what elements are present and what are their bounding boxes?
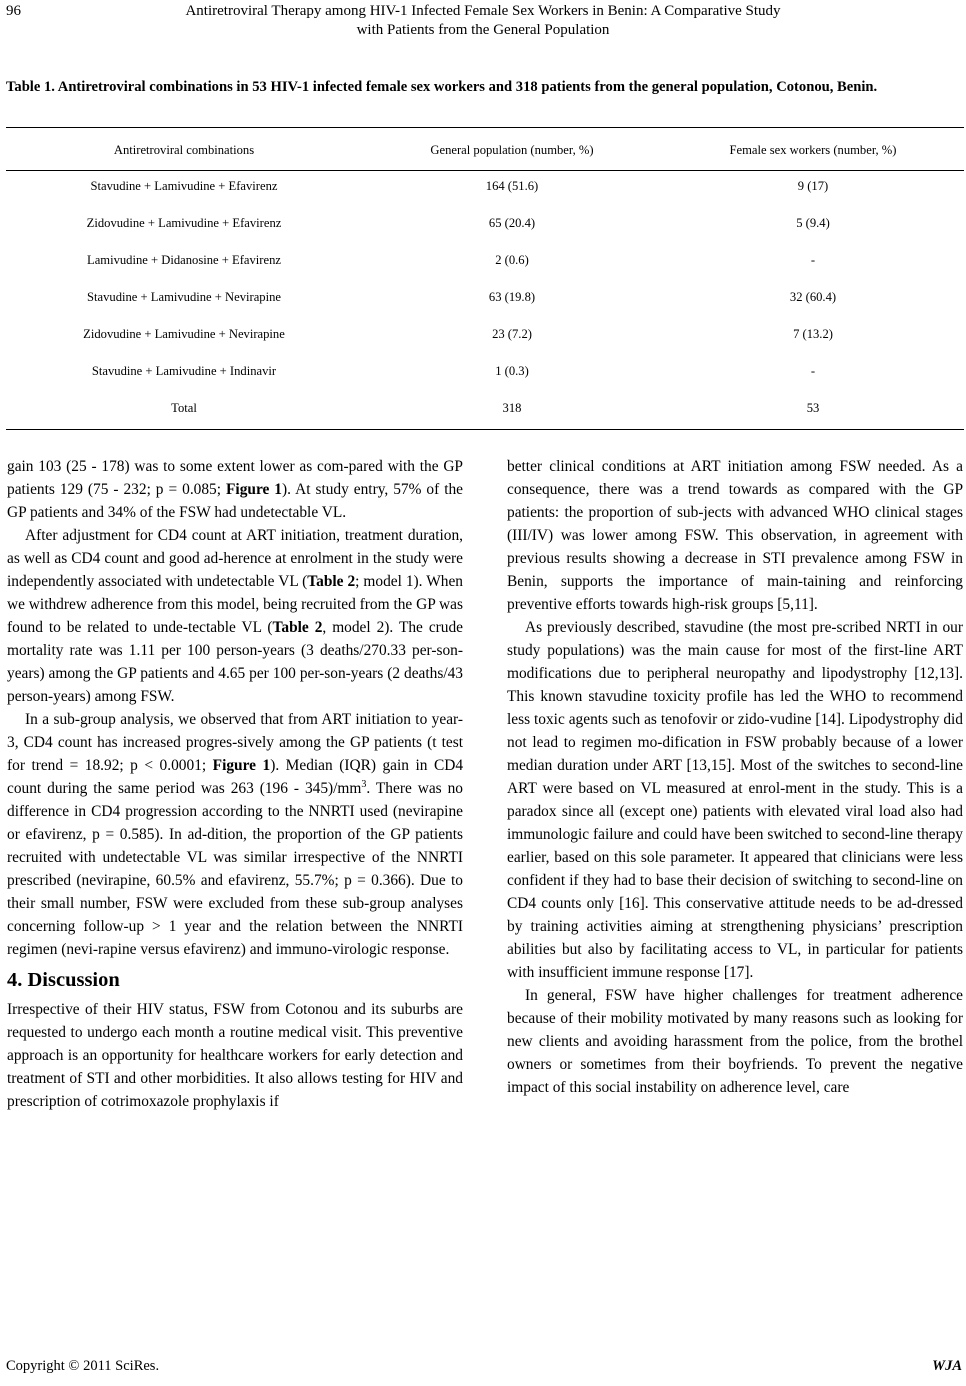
table-cell: 65 (20.4) xyxy=(488,216,536,230)
copyright-notice: Copyright © 2011 SciRes. xyxy=(6,1358,160,1374)
table-bottom-rule xyxy=(6,429,964,430)
superscript: 3 xyxy=(361,778,367,790)
section-heading: 4. Discussion xyxy=(7,969,120,991)
table-cell: Lamivudine + Didanosine + Efavirenz xyxy=(87,253,281,267)
paragraph: better clinical conditions at ART initiation among FSW needed. As a consequence, there was a trend towards as compared with the GP patients: the proportion of sub-jects with advanced WHO clinical stages (III/IV) was lower among FSW. This observation, in agreement with previous results showing a decrease in STI prevalence among FSW in Benin, supports the importance of main-taining and reinforcing preventive efforts towards high-risk groups [5,11]. xyxy=(507,458,963,613)
table-row xyxy=(6,286,964,308)
table-cell: 5 (9.4) xyxy=(796,216,830,230)
text-run: . There was no difference in CD4 progression according to the NNRTI used (nevirapine or efavirenz, p = 0.585). In ad-dition, the proportion of the GP patients recruited with undetectable VL was similar irrespective of the NNRTI prescribed (nevirapine, 60.5% and efavirenz, 55.7%; p = 0.366). Due to their small number, FSW were excluded from these sub-group analyses concerning follow-up > 1 year and the relation between the NNRTI regimen (nevi-rapine versus efavirenz) and immuno-virologic response. xyxy=(7,780,463,958)
table-cell: Stavudine + Lamivudine + Nevirapine xyxy=(87,290,281,304)
paragraph: In general, FSW have higher challenges for treatment adherence because of their mobility motivated by many reasons such as looking for new clients and avoiding harassment from the police, from the brothel owners or sometimes from their boyfriends. To prevent the negative impact of this social instability on adherence level, care xyxy=(507,987,963,1096)
body-column-right xyxy=(507,455,963,1099)
text-run: ). Median (IQR) gain in CD4 count during the same period was 263 (196 - 345)/mm xyxy=(7,757,464,797)
table-cell: - xyxy=(810,364,816,378)
table-cell: 2 (0.6) xyxy=(495,253,529,267)
table-row xyxy=(6,175,964,197)
paragraph: As previously described, stavudine (the most pre-scribed NRTI in our study populations) was the main cause for most of the first-line ART modifications due to peripheral neuropathy and lipodystrophy [12,13]. This known stavudine toxicity profile has led the WHO to recommend less toxic agents such as tenofovir or zido-vudine [14]. Lipodystrophy did not lead to regimen mo-dification in FSW probably because of a lower median duration under ART [13,15]. Most of the switches to second-line ART were based on VL measured at enrol-ment in the study. This is a paradox since all (except one) patients with elevated viral load also had immunologic failure and could have been switched to second-line therapy earlier, based on this sole parameter. It appeared that clinicians were less confident if they had to base their decision of switching to second-line on CD4 counts only [16]. This conservative attitude needs to be ad-dressed by training activities aiming at strengthening physicians’ prescription abilities but also by facilitating access to VL, in particular for patients with insufficient immune response [17]. xyxy=(507,619,963,981)
table-cell: 9 (17) xyxy=(797,179,829,193)
table-cell: - xyxy=(810,253,816,267)
table-header-cell: Female sex workers (number, %) xyxy=(729,143,897,157)
table-row xyxy=(6,323,964,345)
running-title-line-1: Antiretroviral Therapy among HIV-1 Infected Female Sex Workers in Benin: A Comparative Study xyxy=(185,3,781,19)
paragraph xyxy=(7,455,463,524)
text-run: ). At study entry, 57% of the GP patients and 34% of the FSW had undetectable VL. xyxy=(7,481,463,521)
table-cell: 164 (51.6) xyxy=(485,179,539,193)
table-cell: Stavudine + Lamivudine + Indinavir xyxy=(91,364,277,378)
body-column-left xyxy=(7,455,463,1113)
text-run: After adjustment for CD4 count at ART initiation, treatment duration, as well as CD4 count and good ad-herence at enrolment in the study were independently associated with undetectable VL ( xyxy=(7,527,463,590)
paragraph: Irrespective of their HIV status, FSW from Cotonou and its suburbs are requested to undergo each month a routine medical visit. This preventive approach is an opportunity for healthcare workers for early detection and treatment of STI and other morbidities. It also allows testing for HIV and prescription of cotrimoxazole prophylaxis if xyxy=(7,1001,463,1110)
table-row xyxy=(6,212,964,234)
table-header-cell: General population (number, %) xyxy=(430,143,594,157)
figure-reference: Figure 1 xyxy=(212,757,271,774)
figure-reference: Figure 1 xyxy=(226,481,282,498)
table-reference: Table 2 xyxy=(307,573,356,590)
running-title-line-2: with Patients from the General Population xyxy=(356,22,610,38)
table-cell: 1 (0.3) xyxy=(495,364,529,378)
table-total-row xyxy=(6,397,964,419)
paragraph xyxy=(7,524,463,708)
table-row xyxy=(6,360,964,382)
table-header-row xyxy=(6,139,964,161)
running-title xyxy=(0,2,966,40)
table-caption: Table 1. Antiretroviral combinations in 53 HIV-1 infected female sex workers and 318 patients from the general population, Cotonou, Benin. xyxy=(6,79,878,95)
table-cell: 23 (7.2) xyxy=(492,327,532,341)
table-cell: 63 (19.8) xyxy=(488,290,536,304)
table-cell: Zidovudine + Lamivudine + Efavirenz xyxy=(86,216,282,230)
table-top-rule xyxy=(6,127,964,128)
table-cell: 318 xyxy=(502,401,522,415)
page-number: 96 xyxy=(6,3,21,19)
text-run: In a sub-group analysis, we observed that from ART initiation to year-3, CD4 count has increased progres-sively among the GP patients (t test for trend = 18.92; p < 0.0001; xyxy=(7,711,463,774)
text-run: , model 2). The crude mortality rate was 1.11 per 100 person-years (3 deaths/270.33 per-son-years) among the GP patients and 4.65 per 100 per-son-years (2 deaths/43 person-years) among FSW. xyxy=(7,619,463,705)
table-cell: 7 (13.2) xyxy=(793,327,833,341)
table-cell: 32 (60.4) xyxy=(789,290,837,304)
table-cell: Total xyxy=(171,401,197,415)
table-reference: Table 2 xyxy=(272,619,323,636)
table-header-rule xyxy=(6,170,964,171)
text-run: ; model 1). When we withdrew adherence from this model, being recruited from the GP was found to be related to unde-tectable VL ( xyxy=(7,573,463,636)
table-cell: Stavudine + Lamivudine + Efavirenz xyxy=(90,179,278,193)
table-cell: 53 xyxy=(806,401,820,415)
table-row xyxy=(6,249,964,271)
paragraph xyxy=(7,708,463,961)
journal-abbreviation: WJA xyxy=(932,1358,962,1374)
text-run: gain 103 (25 - 178) was to some extent lower as com-pared with the GP patients 129 (75 - 232; p = 0.085; xyxy=(7,458,463,498)
table-cell: Zidovudine + Lamivudine + Nevirapine xyxy=(83,327,285,341)
table-header-cell: Antiretroviral combinations xyxy=(113,143,255,157)
